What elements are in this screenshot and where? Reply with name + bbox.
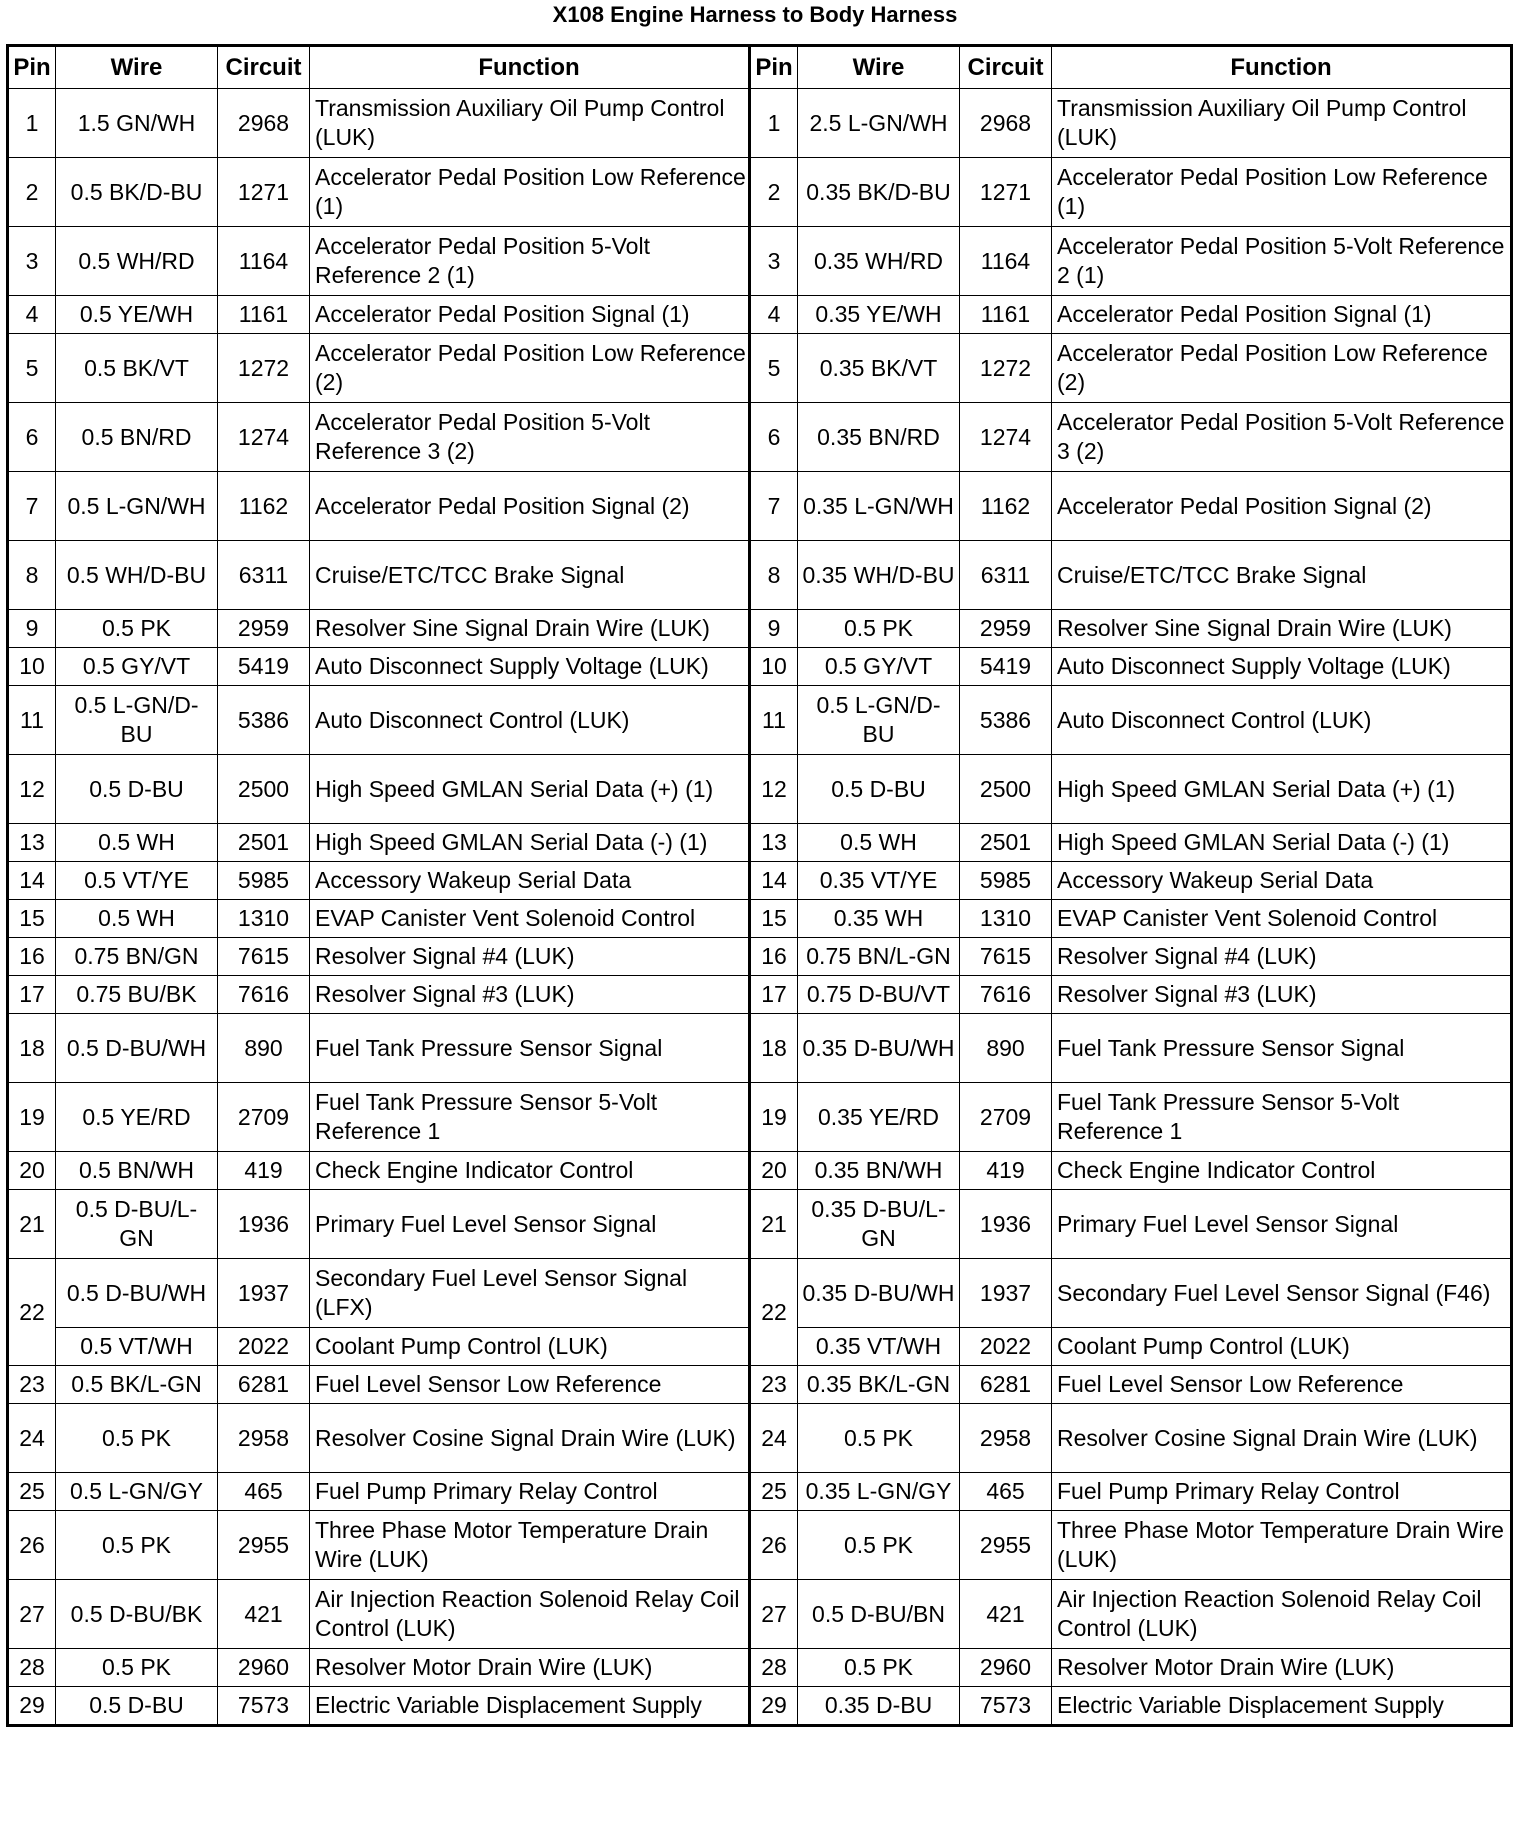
circuit-cell: 1162 xyxy=(218,472,310,541)
circuit-cell: 2959 xyxy=(960,610,1052,648)
table-row xyxy=(8,824,1512,862)
circuit-cell: 419 xyxy=(218,1152,310,1190)
function-cell: Resolver Motor Drain Wire (LUK) xyxy=(310,1649,750,1687)
pin-cell: 22 xyxy=(750,1259,798,1366)
table-row xyxy=(8,976,1512,1014)
function-cell: Fuel Level Sensor Low Reference xyxy=(310,1366,750,1404)
circuit-cell: 1271 xyxy=(218,158,310,227)
function-cell: High Speed GMLAN Serial Data (-) (1) xyxy=(1052,824,1512,862)
wire-cell: 1.5 GN/WH xyxy=(56,89,218,158)
wire-cell: 0.5 BK/VT xyxy=(56,334,218,403)
table-body xyxy=(8,89,1512,1726)
circuit-cell: 1310 xyxy=(218,900,310,938)
function-cell: Auto Disconnect Supply Voltage (LUK) xyxy=(1052,648,1512,686)
circuit-cell: 2501 xyxy=(960,824,1052,862)
wire-cell: 0.35 L-GN/WH xyxy=(798,472,960,541)
header-pin: Pin xyxy=(750,46,798,89)
circuit-cell: 7615 xyxy=(960,938,1052,976)
connector-table xyxy=(6,44,1513,1727)
pin-cell: 10 xyxy=(8,648,56,686)
pin-cell: 8 xyxy=(750,541,798,610)
wire-cell: 0.75 BN/L-GN xyxy=(798,938,960,976)
wire-cell: 0.5 L-GN/GY xyxy=(56,1473,218,1511)
circuit-cell: 1272 xyxy=(218,334,310,403)
pin-cell: 23 xyxy=(8,1366,56,1404)
pin-cell: 14 xyxy=(750,862,798,900)
table-row xyxy=(8,541,1512,610)
table-row xyxy=(8,862,1512,900)
wire-cell: 0.35 BN/WH xyxy=(798,1152,960,1190)
pin-cell: 14 xyxy=(8,862,56,900)
pin-cell: 15 xyxy=(750,900,798,938)
circuit-cell: 1162 xyxy=(960,472,1052,541)
pin-cell: 20 xyxy=(8,1152,56,1190)
wire-cell: 0.75 BU/BK xyxy=(56,976,218,1014)
wire-cell: 0.5 WH xyxy=(56,824,218,862)
pin-cell: 22 xyxy=(8,1259,56,1366)
function-cell: Coolant Pump Control (LUK) xyxy=(1052,1328,1512,1366)
circuit-cell: 7615 xyxy=(218,938,310,976)
table-row xyxy=(8,1473,1512,1511)
pin-cell: 3 xyxy=(750,227,798,296)
table-row xyxy=(8,1687,1512,1726)
circuit-cell: 5419 xyxy=(218,648,310,686)
circuit-cell: 2968 xyxy=(960,89,1052,158)
function-cell: Auto Disconnect Supply Voltage (LUK) xyxy=(310,648,750,686)
header-row xyxy=(8,46,1512,89)
function-cell: Fuel Pump Primary Relay Control xyxy=(310,1473,750,1511)
circuit-cell: 1937 xyxy=(960,1259,1052,1328)
wire-cell: 0.35 YE/WH xyxy=(798,296,960,334)
function-cell: Accelerator Pedal Position Low Reference (2) xyxy=(1052,334,1512,403)
pin-cell: 5 xyxy=(750,334,798,403)
table-row xyxy=(8,158,1512,227)
table-row xyxy=(8,648,1512,686)
wire-cell: 0.35 D-BU/L-GN xyxy=(798,1190,960,1259)
circuit-cell: 1161 xyxy=(960,296,1052,334)
table-row xyxy=(8,1404,1512,1473)
circuit-cell: 5985 xyxy=(218,862,310,900)
wire-cell: 0.5 L-GN/WH xyxy=(56,472,218,541)
circuit-cell: 6281 xyxy=(960,1366,1052,1404)
pin-cell: 13 xyxy=(750,824,798,862)
pin-cell: 1 xyxy=(8,89,56,158)
function-cell: Transmission Auxiliary Oil Pump Control (LUK) xyxy=(1052,89,1512,158)
wire-cell: 0.5 L-GN/D-BU xyxy=(56,686,218,755)
wire-cell: 0.5 D-BU xyxy=(798,755,960,824)
pin-cell: 18 xyxy=(8,1014,56,1083)
circuit-cell: 2955 xyxy=(218,1511,310,1580)
wire-cell: 0.5 L-GN/D-BU xyxy=(798,686,960,755)
pin-cell: 27 xyxy=(8,1580,56,1649)
table-row xyxy=(8,1580,1512,1649)
function-cell: Fuel Tank Pressure Sensor Signal xyxy=(310,1014,750,1083)
wire-cell: 0.5 PK xyxy=(56,1649,218,1687)
table-row xyxy=(8,89,1512,158)
table-row xyxy=(8,472,1512,541)
pin-cell: 29 xyxy=(750,1687,798,1726)
wire-cell: 0.5 WH xyxy=(798,824,960,862)
function-cell: Electric Variable Displacement Supply xyxy=(1052,1687,1512,1726)
header-pin: Pin xyxy=(8,46,56,89)
wire-cell: 0.5 PK xyxy=(798,610,960,648)
table-row xyxy=(8,1014,1512,1083)
wire-cell: 0.35 WH/RD xyxy=(798,227,960,296)
circuit-cell: 1272 xyxy=(960,334,1052,403)
wire-cell: 0.75 BN/GN xyxy=(56,938,218,976)
function-cell: Three Phase Motor Temperature Drain Wire (LUK) xyxy=(1052,1511,1512,1580)
pin-cell: 8 xyxy=(8,541,56,610)
pin-cell: 17 xyxy=(750,976,798,1014)
pin-cell: 5 xyxy=(8,334,56,403)
pin-cell: 4 xyxy=(8,296,56,334)
header-function: Function xyxy=(310,46,750,89)
circuit-cell: 2960 xyxy=(218,1649,310,1687)
function-cell: Cruise/ETC/TCC Brake Signal xyxy=(1052,541,1512,610)
wire-cell: 0.35 WH/D-BU xyxy=(798,541,960,610)
function-cell: Resolver Signal #4 (LUK) xyxy=(310,938,750,976)
circuit-cell: 2958 xyxy=(960,1404,1052,1473)
circuit-cell: 2968 xyxy=(218,89,310,158)
circuit-cell: 1937 xyxy=(218,1259,310,1328)
function-cell: Cruise/ETC/TCC Brake Signal xyxy=(310,541,750,610)
function-cell: EVAP Canister Vent Solenoid Control xyxy=(310,900,750,938)
circuit-cell: 890 xyxy=(960,1014,1052,1083)
circuit-cell: 2501 xyxy=(218,824,310,862)
pin-cell: 28 xyxy=(8,1649,56,1687)
circuit-cell: 2022 xyxy=(218,1328,310,1366)
wire-cell: 0.35 D-BU xyxy=(798,1687,960,1726)
function-cell: Resolver Cosine Signal Drain Wire (LUK) xyxy=(310,1404,750,1473)
circuit-cell: 2022 xyxy=(960,1328,1052,1366)
wire-cell: 0.5 PK xyxy=(798,1511,960,1580)
circuit-cell: 2500 xyxy=(218,755,310,824)
table-row xyxy=(8,1152,1512,1190)
wire-cell: 0.5 BN/WH xyxy=(56,1152,218,1190)
header-circuit: Circuit xyxy=(218,46,310,89)
circuit-cell: 2958 xyxy=(218,1404,310,1473)
circuit-cell: 421 xyxy=(218,1580,310,1649)
circuit-cell: 465 xyxy=(960,1473,1052,1511)
circuit-cell: 5419 xyxy=(960,648,1052,686)
function-cell: Primary Fuel Level Sensor Signal xyxy=(1052,1190,1512,1259)
pin-cell: 28 xyxy=(750,1649,798,1687)
pin-cell: 20 xyxy=(750,1152,798,1190)
table-row xyxy=(8,938,1512,976)
function-cell: Check Engine Indicator Control xyxy=(1052,1152,1512,1190)
pin-cell: 13 xyxy=(8,824,56,862)
circuit-cell: 890 xyxy=(218,1014,310,1083)
function-cell: High Speed GMLAN Serial Data (+) (1) xyxy=(1052,755,1512,824)
circuit-cell: 5985 xyxy=(960,862,1052,900)
wire-cell: 0.5 GY/VT xyxy=(56,648,218,686)
pin-cell: 7 xyxy=(750,472,798,541)
function-cell: Resolver Sine Signal Drain Wire (LUK) xyxy=(310,610,750,648)
wire-cell: 0.75 D-BU/VT xyxy=(798,976,960,1014)
circuit-cell: 7573 xyxy=(218,1687,310,1726)
function-cell: Accelerator Pedal Position 5-Volt Reference 2 (1) xyxy=(310,227,750,296)
pin-cell: 25 xyxy=(8,1473,56,1511)
pin-cell: 26 xyxy=(8,1511,56,1580)
wire-cell: 2.5 L-GN/WH xyxy=(798,89,960,158)
circuit-cell: 5386 xyxy=(218,686,310,755)
table-row xyxy=(8,1649,1512,1687)
wire-cell: 0.5 WH xyxy=(56,900,218,938)
wire-cell: 0.35 D-BU/WH xyxy=(798,1014,960,1083)
wire-cell: 0.5 PK xyxy=(798,1649,960,1687)
circuit-cell: 1164 xyxy=(960,227,1052,296)
wire-cell: 0.5 D-BU/L-GN xyxy=(56,1190,218,1259)
pin-cell: 27 xyxy=(750,1580,798,1649)
pin-cell: 9 xyxy=(750,610,798,648)
circuit-cell: 421 xyxy=(960,1580,1052,1649)
circuit-cell: 2500 xyxy=(960,755,1052,824)
circuit-cell: 1164 xyxy=(218,227,310,296)
function-cell: Accessory Wakeup Serial Data xyxy=(1052,862,1512,900)
function-cell: Resolver Signal #3 (LUK) xyxy=(310,976,750,1014)
function-cell: Resolver Signal #4 (LUK) xyxy=(1052,938,1512,976)
pin-cell: 25 xyxy=(750,1473,798,1511)
pin-cell: 21 xyxy=(750,1190,798,1259)
pin-cell: 21 xyxy=(8,1190,56,1259)
table-row xyxy=(8,296,1512,334)
function-cell: Accelerator Pedal Position Signal (2) xyxy=(1052,472,1512,541)
wire-cell: 0.35 WH xyxy=(798,900,960,938)
function-cell: Air Injection Reaction Solenoid Relay Coil Control (LUK) xyxy=(310,1580,750,1649)
pin-cell: 4 xyxy=(750,296,798,334)
function-cell: Accelerator Pedal Position Signal (2) xyxy=(310,472,750,541)
wire-cell: 0.5 D-BU xyxy=(56,755,218,824)
pin-cell: 19 xyxy=(8,1083,56,1152)
wire-cell: 0.35 BK/L-GN xyxy=(798,1366,960,1404)
table-row xyxy=(8,227,1512,296)
function-cell: Electric Variable Displacement Supply xyxy=(310,1687,750,1726)
function-cell: Primary Fuel Level Sensor Signal xyxy=(310,1190,750,1259)
function-cell: Coolant Pump Control (LUK) xyxy=(310,1328,750,1366)
function-cell: Fuel Level Sensor Low Reference xyxy=(1052,1366,1512,1404)
pin-cell: 24 xyxy=(8,1404,56,1473)
pin-cell: 1 xyxy=(750,89,798,158)
circuit-cell: 2960 xyxy=(960,1649,1052,1687)
function-cell: Accelerator Pedal Position Signal (1) xyxy=(1052,296,1512,334)
table-row xyxy=(8,755,1512,824)
table-row xyxy=(8,610,1512,648)
function-cell: Fuel Tank Pressure Sensor 5-Volt Reference 1 xyxy=(310,1083,750,1152)
circuit-cell: 5386 xyxy=(960,686,1052,755)
pin-cell: 9 xyxy=(8,610,56,648)
wire-cell: 0.5 D-BU/BK xyxy=(56,1580,218,1649)
pin-cell: 18 xyxy=(750,1014,798,1083)
wire-cell: 0.5 VT/WH xyxy=(56,1328,218,1366)
pin-cell: 11 xyxy=(750,686,798,755)
pin-cell: 2 xyxy=(8,158,56,227)
pin-cell: 17 xyxy=(8,976,56,1014)
circuit-cell: 419 xyxy=(960,1152,1052,1190)
pin-cell: 3 xyxy=(8,227,56,296)
table-row xyxy=(8,900,1512,938)
pin-cell: 6 xyxy=(8,403,56,472)
pin-cell: 16 xyxy=(750,938,798,976)
function-cell: Resolver Motor Drain Wire (LUK) xyxy=(1052,1649,1512,1687)
function-cell: Resolver Signal #3 (LUK) xyxy=(1052,976,1512,1014)
function-cell: Resolver Sine Signal Drain Wire (LUK) xyxy=(1052,610,1512,648)
pin-cell: 2 xyxy=(750,158,798,227)
circuit-cell: 2955 xyxy=(960,1511,1052,1580)
wire-cell: 0.5 D-BU/WH xyxy=(56,1259,218,1328)
header-circuit: Circuit xyxy=(960,46,1052,89)
wire-cell: 0.5 PK xyxy=(56,1404,218,1473)
header-wire: Wire xyxy=(56,46,218,89)
wire-cell: 0.5 PK xyxy=(798,1404,960,1473)
pin-cell: 23 xyxy=(750,1366,798,1404)
circuit-cell: 1936 xyxy=(218,1190,310,1259)
pin-cell: 12 xyxy=(750,755,798,824)
function-cell: Auto Disconnect Control (LUK) xyxy=(1052,686,1512,755)
wire-cell: 0.35 BN/RD xyxy=(798,403,960,472)
function-cell: EVAP Canister Vent Solenoid Control xyxy=(1052,900,1512,938)
circuit-cell: 7616 xyxy=(218,976,310,1014)
wire-cell: 0.5 BK/L-GN xyxy=(56,1366,218,1404)
function-cell: Auto Disconnect Control (LUK) xyxy=(310,686,750,755)
circuit-cell: 6311 xyxy=(960,541,1052,610)
function-cell: Fuel Pump Primary Relay Control xyxy=(1052,1473,1512,1511)
function-cell: Accelerator Pedal Position Low Reference (1) xyxy=(1052,158,1512,227)
pin-cell: 7 xyxy=(8,472,56,541)
wire-cell: 0.35 VT/YE xyxy=(798,862,960,900)
wire-cell: 0.5 VT/YE xyxy=(56,862,218,900)
function-cell: Secondary Fuel Level Sensor Signal (F46) xyxy=(1052,1259,1512,1328)
pin-cell: 26 xyxy=(750,1511,798,1580)
table-row xyxy=(8,1259,1512,1328)
function-cell: Air Injection Reaction Solenoid Relay Coil Control (LUK) xyxy=(1052,1580,1512,1649)
function-cell: Transmission Auxiliary Oil Pump Control (LUK) xyxy=(310,89,750,158)
wire-cell: 0.5 WH/D-BU xyxy=(56,541,218,610)
circuit-cell: 1310 xyxy=(960,900,1052,938)
function-cell: Accelerator Pedal Position 5-Volt Reference 3 (2) xyxy=(1052,403,1512,472)
function-cell: Accelerator Pedal Position 5-Volt Reference 3 (2) xyxy=(310,403,750,472)
pin-cell: 15 xyxy=(8,900,56,938)
wire-cell: 0.5 WH/RD xyxy=(56,227,218,296)
pin-cell: 29 xyxy=(8,1687,56,1726)
table-row xyxy=(8,1083,1512,1152)
circuit-cell: 1271 xyxy=(960,158,1052,227)
function-cell: High Speed GMLAN Serial Data (+) (1) xyxy=(310,755,750,824)
wire-cell: 0.5 PK xyxy=(56,1511,218,1580)
wire-cell: 0.5 D-BU xyxy=(56,1687,218,1726)
function-cell: Accelerator Pedal Position Low Reference (2) xyxy=(310,334,750,403)
function-cell: Three Phase Motor Temperature Drain Wire (LUK) xyxy=(310,1511,750,1580)
circuit-cell: 465 xyxy=(218,1473,310,1511)
function-cell: Secondary Fuel Level Sensor Signal (LFX) xyxy=(310,1259,750,1328)
header-function: Function xyxy=(1052,46,1512,89)
wire-cell: 0.35 L-GN/GY xyxy=(798,1473,960,1511)
table-row xyxy=(8,1366,1512,1404)
circuit-cell: 1274 xyxy=(960,403,1052,472)
table-row xyxy=(8,1511,1512,1580)
function-cell: Fuel Tank Pressure Sensor Signal xyxy=(1052,1014,1512,1083)
circuit-cell: 2959 xyxy=(218,610,310,648)
circuit-cell: 6281 xyxy=(218,1366,310,1404)
function-cell: Resolver Cosine Signal Drain Wire (LUK) xyxy=(1052,1404,1512,1473)
pin-cell: 10 xyxy=(750,648,798,686)
circuit-cell: 7616 xyxy=(960,976,1052,1014)
circuit-cell: 7573 xyxy=(960,1687,1052,1726)
wire-cell: 0.5 D-BU/BN xyxy=(798,1580,960,1649)
pin-cell: 19 xyxy=(750,1083,798,1152)
pin-cell: 6 xyxy=(750,403,798,472)
wire-cell: 0.35 YE/RD xyxy=(798,1083,960,1152)
table-row xyxy=(8,403,1512,472)
wire-cell: 0.5 PK xyxy=(56,610,218,648)
circuit-cell: 6311 xyxy=(218,541,310,610)
wire-cell: 0.5 YE/WH xyxy=(56,296,218,334)
function-cell: Accelerator Pedal Position Signal (1) xyxy=(310,296,750,334)
pin-cell: 11 xyxy=(8,686,56,755)
wire-cell: 0.35 D-BU/WH xyxy=(798,1259,960,1328)
wire-cell: 0.5 BN/RD xyxy=(56,403,218,472)
circuit-cell: 1274 xyxy=(218,403,310,472)
circuit-cell: 1161 xyxy=(218,296,310,334)
function-cell: High Speed GMLAN Serial Data (-) (1) xyxy=(310,824,750,862)
function-cell: Accelerator Pedal Position 5-Volt Reference 2 (1) xyxy=(1052,227,1512,296)
wire-cell: 0.5 YE/RD xyxy=(56,1083,218,1152)
table-row xyxy=(8,686,1512,755)
function-cell: Accelerator Pedal Position Low Reference (1) xyxy=(310,158,750,227)
function-cell: Accessory Wakeup Serial Data xyxy=(310,862,750,900)
pin-cell: 16 xyxy=(8,938,56,976)
wire-cell: 0.35 VT/WH xyxy=(798,1328,960,1366)
wire-cell: 0.5 D-BU/WH xyxy=(56,1014,218,1083)
header-wire: Wire xyxy=(798,46,960,89)
table-title: X108 Engine Harness to Body Harness xyxy=(552,2,958,27)
pin-cell: 24 xyxy=(750,1404,798,1473)
circuit-cell: 2709 xyxy=(218,1083,310,1152)
table-row xyxy=(8,1190,1512,1259)
circuit-cell: 1936 xyxy=(960,1190,1052,1259)
wire-cell: 0.35 BK/D-BU xyxy=(798,158,960,227)
pin-cell: 12 xyxy=(8,755,56,824)
circuit-cell: 2709 xyxy=(960,1083,1052,1152)
function-cell: Check Engine Indicator Control xyxy=(310,1152,750,1190)
function-cell: Fuel Tank Pressure Sensor 5-Volt Reference 1 xyxy=(1052,1083,1512,1152)
wire-cell: 0.5 GY/VT xyxy=(798,648,960,686)
table-row xyxy=(8,334,1512,403)
wire-cell: 0.35 BK/VT xyxy=(798,334,960,403)
wire-cell: 0.5 BK/D-BU xyxy=(56,158,218,227)
